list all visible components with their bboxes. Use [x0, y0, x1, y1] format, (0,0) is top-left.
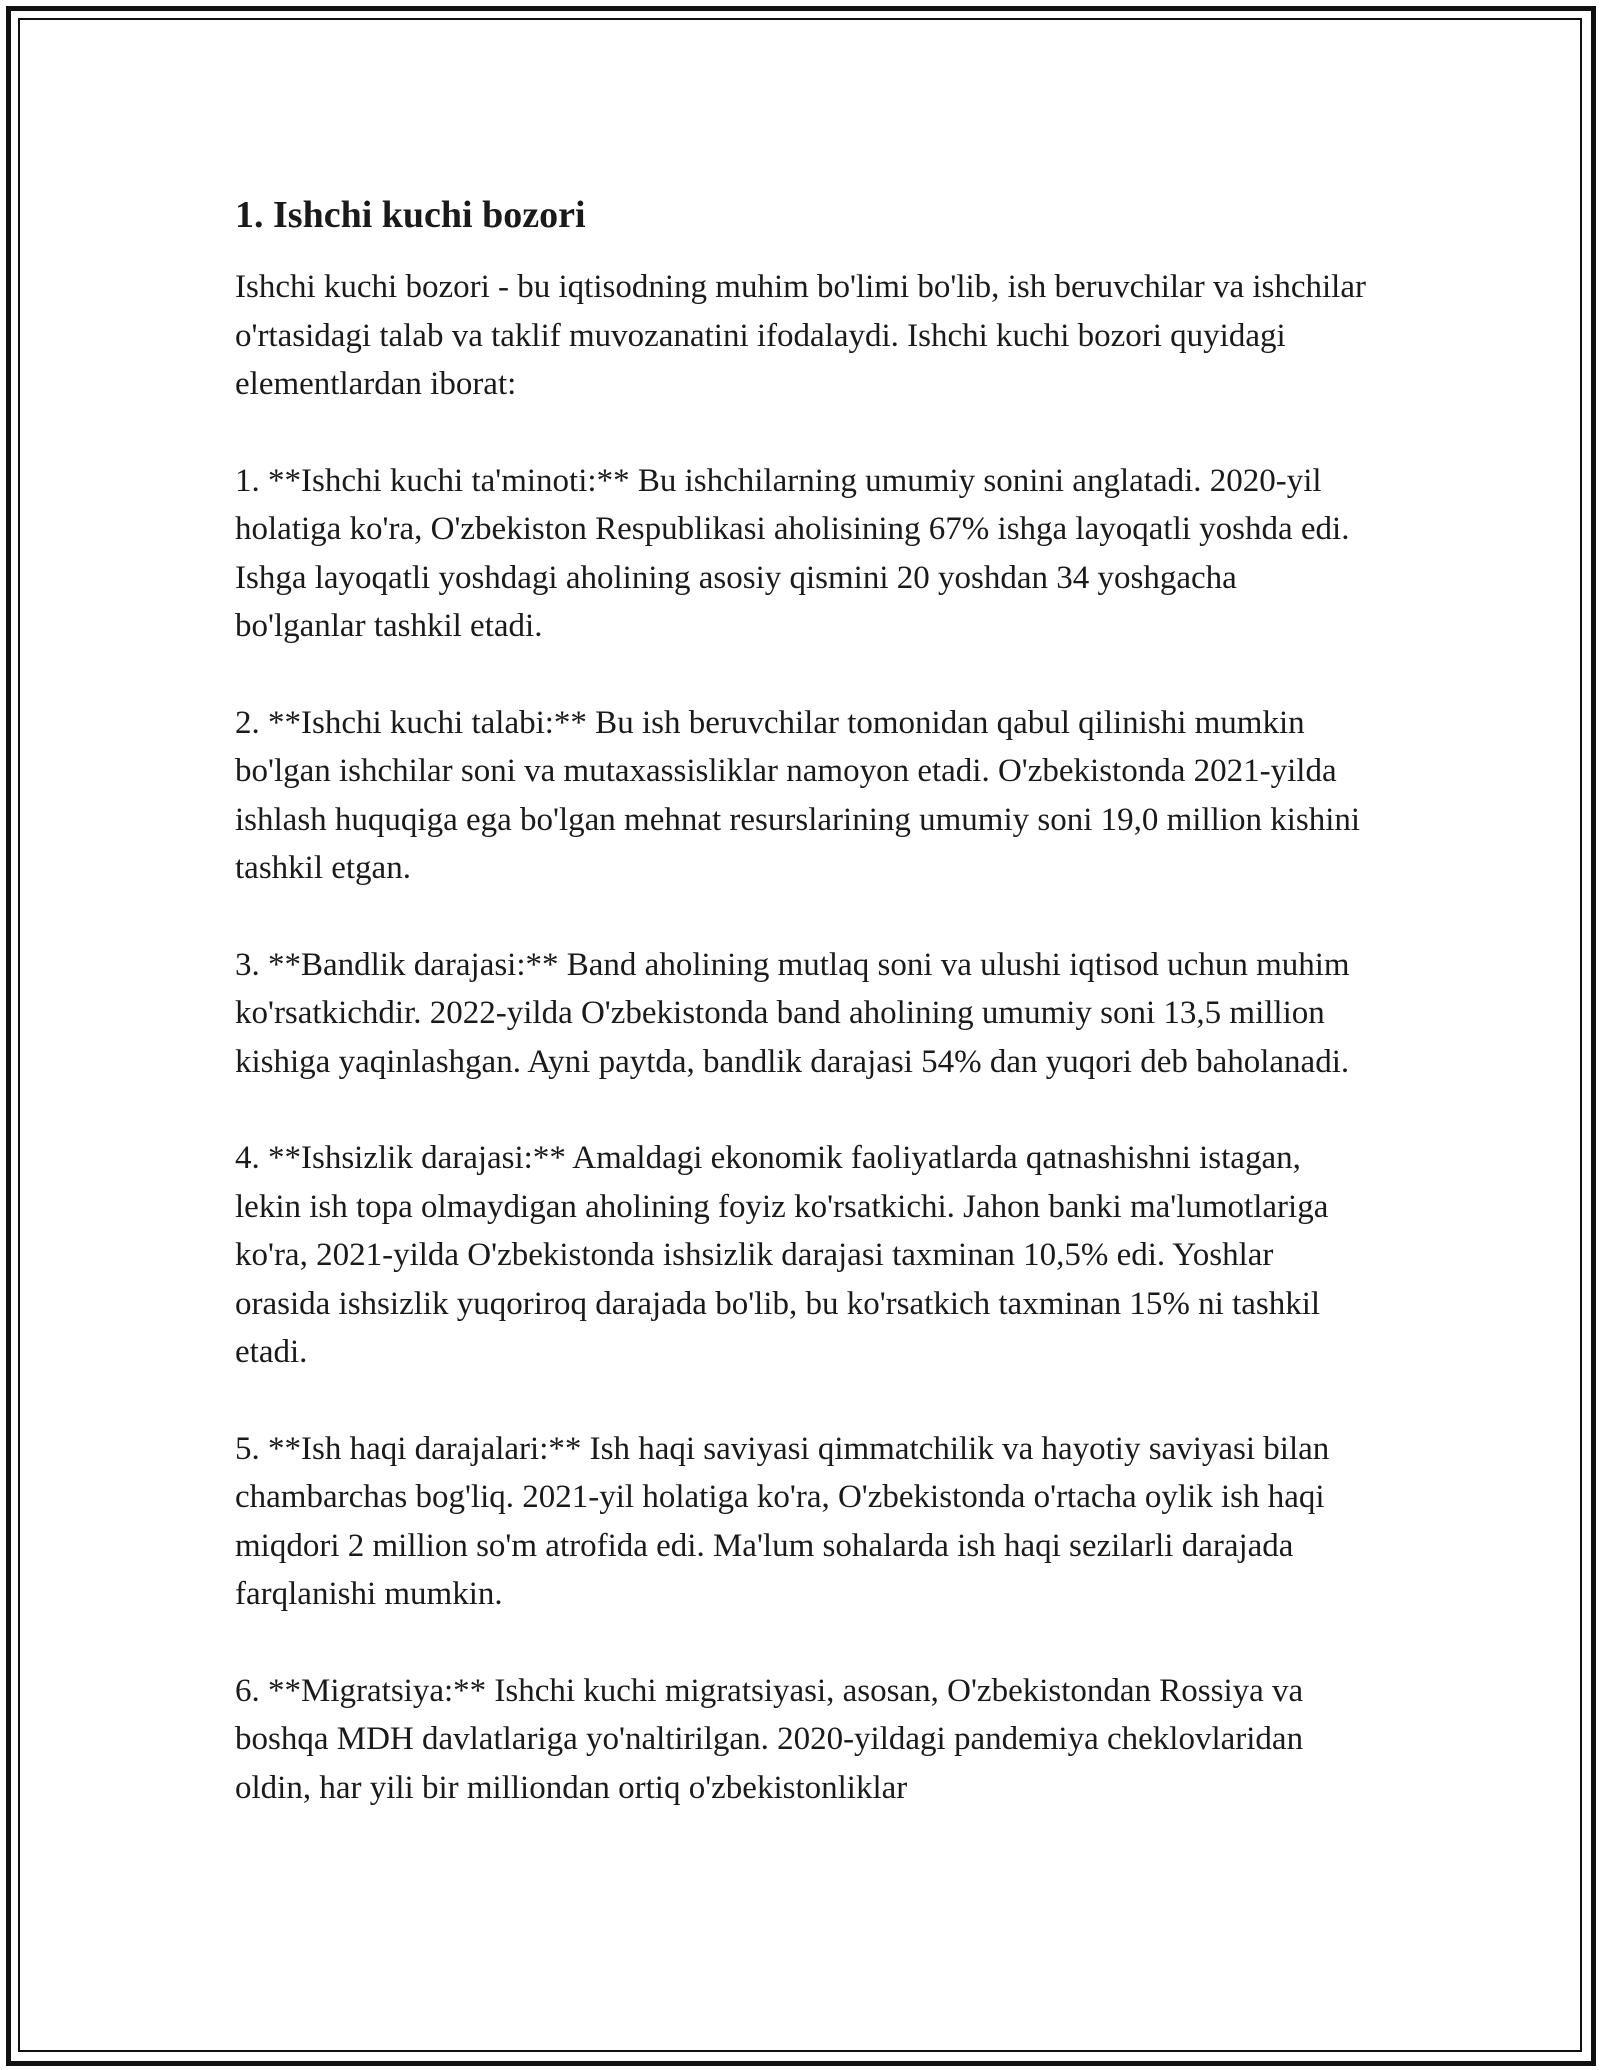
intro-paragraph: Ishchi kuchi bozori - bu iqtisodning muhim bo'limi bo'lib, ish beruvchilar va ishchilar o'rtasidagi talab va taklif muvozanatini ifodalaydi. Ishchi kuchi bozori quyidagi elementlardan iborat: [235, 269, 1366, 402]
list-item-employment-rate: 3. **Bandlik darajasi:** Band aholining mutlaq soni va ulushi iqtisod uchun muhim ko'rsatkichdir. 2022-yilda O'zbekistonda band aholining umumiy soni 13,5 million kishiga yaqinlashgan. Ayni paytda, bandlik darajasi 54% dan yuqori deb baholanadi. [235, 946, 1350, 1080]
list-item-wage-levels: 5. **Ish haqi darajalari:** Ish haqi saviyasi qimmatchilik va hayotiy saviyasi bilan chambarchas bog'liq. 2021-yil holatiga ko'ra, O'zbekistonda o'rtacha oylik ish haqi miqdori 2 million so'm atrofida edi. Ma'lum sohalarda ish haqi sezilarli darajada farqlanishi mumkin. [235, 1430, 1330, 1612]
section-heading: 1. Ishchi kuchi bozori [235, 194, 586, 236]
list-item-labor-demand: 2. **Ishchi kuchi talabi:** Bu ish beruvchilar tomonidan qabul qilinishi mumkin bo'lgan ishchilar soni va mutaxassisliklar namoyon etadi. O'zbekistonda 2021-yilda ishlash huquqiga ega bo'lgan mehnat resurslarining umumiy soni 19,0 million kishini tashkil etgan. [235, 704, 1361, 886]
list-item-migration: 6. **Migratsiya:** Ishchi kuchi migratsiyasi, asosan, O'zbekistondan Rossiya va boshqa MDH davlatlariga yo'naltirilgan. 2020-yildagi pandemiya cheklovlaridan oldin, har yili bir milliondan ortiq o'zbekistonliklar [235, 1672, 1304, 1806]
list-item-labor-supply: 1. **Ishchi kuchi ta'minoti:** Bu ishchilarning umumiy sonini anglatadi. 2020-yil holatiga ko'ra, O'zbekiston Respublikasi aholisining 67% ishga layoqatli yoshda edi. Ishga layoqatli yoshdagi aholining asosiy qismini 20 yoshdan 34 yoshgacha bo'lganlar tashkil etadi. [235, 462, 1350, 644]
document-body [235, 185, 1375, 1860]
list-item-unemployment-rate: 4. **Ishsizlik darajasi:** Amaldagi ekonomik faoliyatlarda qatnashishni istagan, lekin ish topa olmaydigan aholining foyiz ko'rsatkichi. Jahon banki ma'lumotlariga ko'ra, 2021-yilda O'zbekistonda ishsizlik darajasi taxminan 10,5% edi. Yoshlar orasida ishsizlik yuqoriroq darajada bo'lib, bu ko'rsatkich taxminan 15% ni tashkil etadi. [235, 1140, 1329, 1370]
